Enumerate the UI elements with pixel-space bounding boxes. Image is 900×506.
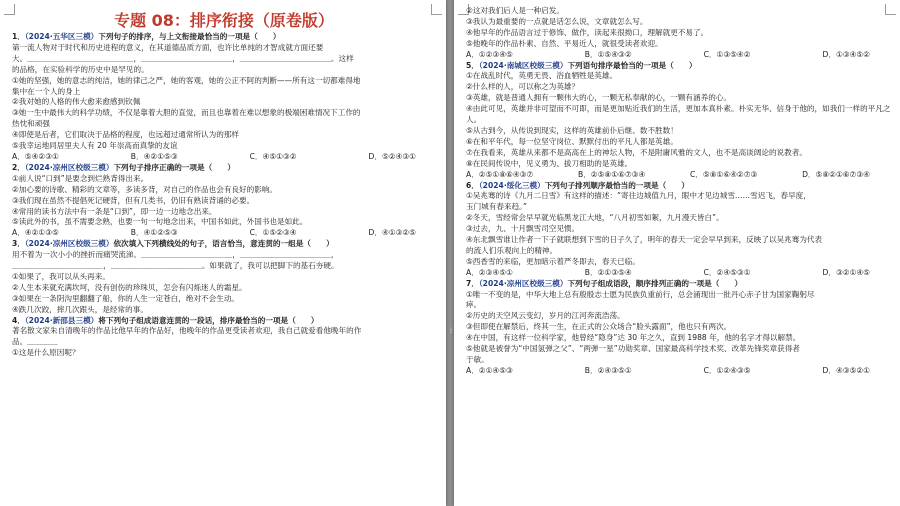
text-line: ④即使是后者，它们取决于品格的程度，也远超过通常所认为的那样	[12, 130, 240, 140]
text-line: ④常用的读书方法中有一条是“口到”，即一边一边地念出来。	[12, 206, 217, 216]
question-number: 5．	[466, 60, 479, 70]
answer-option: C．②④⑤③①	[703, 267, 751, 277]
answer-option: B．④①②⑤③	[130, 228, 178, 238]
answer-option: C．④⑤①③②	[249, 151, 297, 161]
page-content	[466, 6, 890, 377]
text-line: 集中在一个人的身上	[12, 86, 81, 96]
answer-option: D．④③⑤②①	[822, 365, 870, 375]
question-heading	[12, 239, 436, 250]
text-line: 瘁。	[466, 300, 482, 310]
text-line: ③英雄，就是普通人拥有一颗伟大的心，一颗无私奉献的心，一颗有涵养的心。	[466, 93, 731, 103]
text-line: ④在中国，有这样一位科学家，他曾经“隐身”达 30 年之久，直到 1988 年，他的名字才得以解禁。	[466, 333, 801, 343]
text-line: ①她的坚强，她的意志的纯洁，她的律己之严，她的客观，她的公正不阿的判断——所有这一切都难得地	[12, 75, 361, 85]
left-text-lines	[12, 32, 436, 359]
question-heading	[12, 32, 436, 43]
text-line: ④东北飘雪谁让作者一下子就联想到下雪的日子久了，明年的春天一定会早早到来，反映了以吴兆骞为代表	[466, 235, 823, 245]
question-prompt: 依次填入下列横线处的句子，语言恰当，意连贯的一组是（ ）	[113, 239, 334, 249]
text-line: ④由此可见，英雄并非可望而不可即，而是更加贴近我们的生活，更加本真朴素。朴实无华、信身于他的，如我们一样的平凡之	[466, 104, 890, 114]
answer-option: C．①③⑤④②	[703, 49, 751, 59]
text-line: ⑤他就是被誉为“中国氢弹之父”、“两弹一星”功勋奖章、国家最高科学技术奖、改革先锋奖章获得者	[466, 344, 800, 354]
text-line: ②人生本来就充满坎坷，没有创伤的珍珠贝，怎会有闪烁迷人的霜星。	[12, 282, 247, 292]
answer-option: B．④②①⑤③	[130, 151, 178, 161]
answer-option: C．①②④③⑤	[703, 365, 751, 375]
text-line: ③我们现在虽然不提倡死记硬背，但有几类书，仍旧有熟读背诵的必要。	[12, 195, 255, 205]
answer-option: A．②③④⑤①	[466, 267, 513, 277]
answer-option: D．③②①④⑤	[822, 267, 870, 277]
text-line: ⑤他晚年的作品朴素、自然、平易近人，就很受读者欢迎。	[466, 38, 663, 48]
answer-options	[466, 170, 890, 181]
text-line: ②我对她的人格的伟大愈来愈感到钦佩	[12, 97, 141, 107]
text-line: 于敏。	[466, 355, 489, 364]
text-line: 热忱和顽强	[12, 119, 50, 129]
text-line: 大。＿＿＿＿＿＿＿＿＿＿＿＿＿＿，＿＿＿＿＿＿＿＿＿＿＿＿，＿＿＿＿＿＿＿＿＿＿＿＿。这样	[12, 53, 354, 63]
question-prompt: 下列句子组成语段，顺序排列正确的一项是（ ）	[567, 278, 743, 288]
text-line: ①前人说“口到”是要念到烂熟背得出来。	[12, 173, 149, 183]
question-number: 6．	[466, 180, 479, 190]
answer-option: D．⑤②④③①	[368, 151, 416, 161]
answer-options	[12, 152, 436, 163]
question-prompt: 下列语句排序最恰当的一项是（ ）	[567, 60, 697, 70]
text-line: ＿＿＿＿＿＿＿＿＿＿＿＿，＿＿＿＿＿＿＿＿＿＿＿＿。如果就了，我可以把脚下的基石夯硬。	[12, 261, 339, 271]
text-line: ①吴兆骞的诗《九月二日雪》有这样的描述：“寄往边城值九月，眼中才见边城雪……雪迟飞，春早度，	[466, 191, 811, 201]
text-line: ⑤读此外的书，虽不需要念熟，也要一句一句地念出来，中国书如此，外国书也是如此。	[12, 217, 308, 227]
answer-option: C．⑤⑧①⑥④②⑦③	[689, 169, 758, 179]
answer-options	[466, 268, 890, 279]
question-heading	[466, 61, 890, 72]
drag-handle-icon[interactable]: ⁞	[449, 326, 453, 335]
text-line: 的品格，在实验科学的历史中是罕见的。	[12, 64, 149, 74]
text-line: 人。	[466, 115, 482, 125]
text-line: 用不着为一次小小的挫折而痛哭流涕。＿＿＿＿＿＿＿＿＿＿＿＿，＿＿＿＿＿＿＿＿＿＿＿＿，	[12, 250, 339, 260]
question-prompt: 下列句子排序正确的一项是（ ）	[113, 162, 235, 172]
text-line: ④他早年的作品语言过于修饰、做作，读起来很拗口，理解就更不易了。	[466, 27, 709, 37]
answer-option: A．②①④⑤③	[466, 365, 513, 375]
answer-options	[466, 50, 890, 61]
right-text-lines	[466, 6, 890, 377]
question-number: 2．	[12, 162, 25, 172]
answer-option: B．②⑤⑧①⑥⑦③④	[577, 169, 646, 179]
answer-option: D．①③④⑤②	[822, 49, 870, 59]
text-line: ③她一生中最伟大的科学功绩，不仅是靠着大胆的直觉，而且也靠着在难以想象的极端困难情况下工作的	[12, 108, 361, 118]
text-line: 品。＿＿＿＿	[12, 337, 58, 347]
question-number: 3．	[12, 239, 25, 249]
document-page-left	[0, 0, 446, 506]
question-heading	[12, 163, 436, 174]
question-source-tag: （2024·凉州区校级三模）	[24, 162, 114, 172]
text-line: ②加心要的诗歌、精彩的文章等，多读多背，对自己的作品也会有良好的影响。	[12, 184, 277, 194]
text-line: ⑧在民间传说中，见义勇为、拔刀相助的是英雄。	[466, 158, 633, 168]
question-source-tag: （2024·凉州区校级三模）	[24, 239, 114, 249]
text-line: 著名散文家朱自清晚年的作品比他早年的作品好，他晚年的作品更受读者欢迎，我自己就爱看他晚年的作	[12, 326, 362, 336]
text-line: ⑤我幸运地同居里夫人有 20 年崇高而真挚的友谊	[12, 141, 178, 151]
question-source-tag: （2024·五华区三模）	[24, 32, 99, 41]
question-prompt: 下列句子排列顺序最恰当的一项是（ ）	[544, 180, 689, 190]
document-title: 专题 08：排序衔接（原卷版）	[114, 11, 334, 30]
text-line: ①唯一不变的是，中华大地上总有殷殷志士愿为民族负重前行，总会涌现出一批丹心赤子甘为国家鞠躬尽	[466, 289, 815, 299]
question-number: 4．	[12, 315, 25, 325]
text-line: ③我认为最重要的一点就是话怎么说，文章就怎么写。	[466, 16, 648, 26]
question-heading	[12, 316, 436, 327]
text-line: ③如果在一条阴沟里翻翻了船，你的人生一定苍白，绝对不会生动。	[12, 293, 240, 303]
text-line: ②这对我们后人是一种启发。	[466, 6, 564, 15]
question-source-tag: （2024·凉州区校级三模）	[478, 278, 568, 288]
text-line: ⑤西香雪的来临，更加暗示着严冬即去，春天已临。	[466, 256, 640, 266]
page-content	[12, 0, 436, 359]
answer-option: A．①②③④⑤	[466, 49, 513, 59]
answer-option: A．④②①③⑤	[12, 228, 59, 238]
question-source-tag: （2024·绥化三模）	[478, 180, 545, 190]
answer-option: B．①⑤④③②	[584, 49, 632, 59]
answer-option: B．②①③⑤④	[584, 267, 632, 277]
text-line: 第一流人物对于时代和历史进程的意义，在其道德品质方面，也许比单纯的才智成就方面还要	[12, 42, 324, 52]
text-line: ①在战乱时代，英勇无畏、浴血牺牲是英雄。	[466, 71, 618, 81]
answer-option: B．②④③⑤①	[584, 365, 632, 375]
answer-option: D．⑤⑧②①⑥⑦③④	[802, 169, 870, 179]
text-line: ③过去，九、十月飘雪司空见惯。	[466, 224, 580, 234]
document-page-right	[454, 0, 900, 506]
question-heading	[466, 279, 890, 290]
answer-options	[12, 228, 436, 239]
question-number: 1．	[12, 32, 25, 41]
question-prompt: 下列句子的排序，与上文衔接最恰当的一项是（ ）	[98, 32, 281, 41]
answer-option: C．①⑤②③④	[249, 228, 297, 238]
answer-options	[466, 366, 890, 377]
question-source-tag: （2024·南城区校级三模）	[478, 60, 568, 70]
answer-option: D．④①③②⑤	[368, 228, 416, 238]
text-line: ③但即使在解禁后，终其一生，在正式的公众场合“脸头露面”，他也只有两次。	[466, 322, 732, 332]
text-line: ④跌几次跤，摔几次跟头，是经常的事。	[12, 304, 148, 314]
text-line: ⑤从古到今，从传说到现实，这样的英雄前仆后继、数不胜数！	[466, 125, 678, 135]
question-heading	[466, 181, 890, 192]
answer-option: A．②⑤①⑧⑥④③⑦	[466, 169, 534, 179]
text-line: 玉门城有春来趋。”	[466, 202, 527, 212]
text-line: ①这是什么原因呢？	[12, 348, 80, 358]
text-line: ⑦在我看来，英雄从来都不是高高在上的神坛人物，不是附庸风雅的文人，也不是高谈阔论的说教者。	[466, 147, 807, 157]
text-line: ⑥在和平年代，每一位坚守岗位、默默付出的平凡人都是英雄。	[466, 136, 678, 146]
text-line: 的流人们乐观向上的精神。	[466, 245, 558, 255]
text-line: ②冬天，雪经常会早早就光临黑龙江大地，“八月初雪如絮，九月漫天皆白”。	[466, 213, 724, 223]
text-line: ②历史的天空风云变幻，岁月的江河奔流浩荡。	[466, 311, 625, 321]
text-line: ②什么样的人，可以称之为英雄？	[466, 82, 580, 92]
text-line: ①如果了，我可以从头再来。	[12, 271, 110, 281]
answer-option: A．⑤④②③①	[12, 151, 59, 161]
question-number: 7．	[466, 278, 479, 288]
question-source-tag: （2024·新邵县三模）	[24, 315, 99, 325]
question-prompt: 将下列句子组成语意连贯的一段话，排序最恰当的一项是（ ）	[98, 315, 319, 325]
